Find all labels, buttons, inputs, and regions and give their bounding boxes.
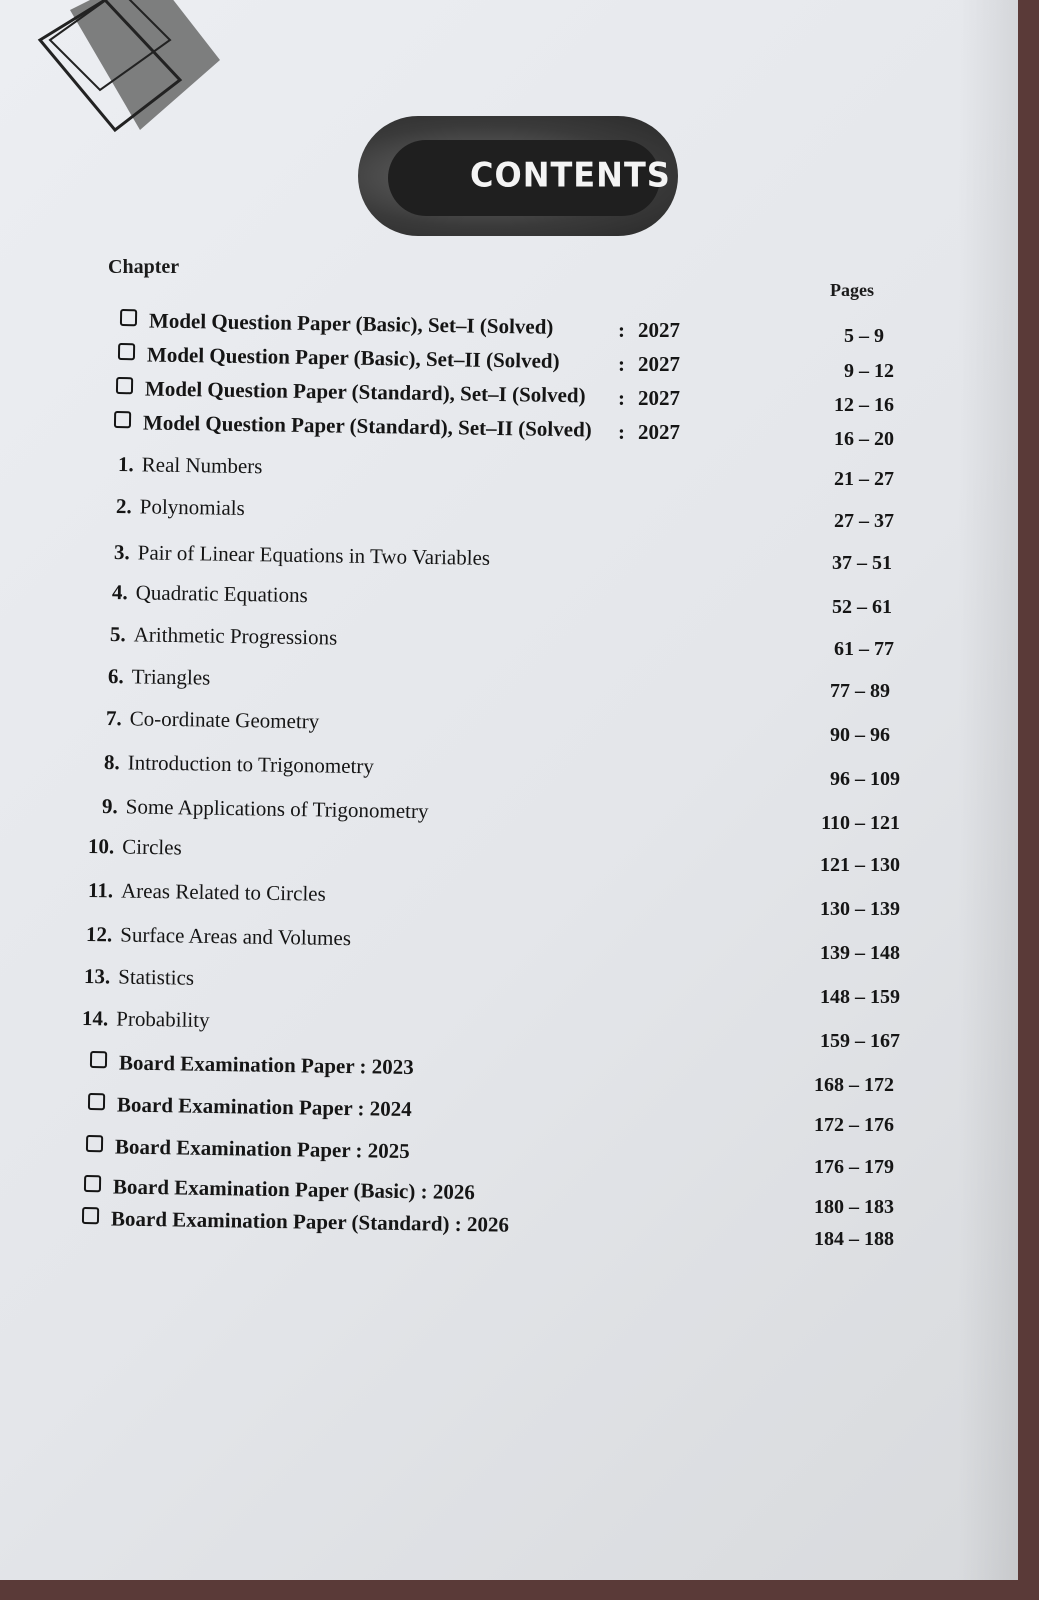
pages-column-label: Pages <box>830 280 874 300</box>
checkbox-icon <box>114 411 131 428</box>
page-title: CONTENTS <box>470 155 671 195</box>
board-paper-title: Board Examination Paper : 2025 <box>114 1134 410 1164</box>
page-range: 172 – 176 <box>814 1114 894 1136</box>
show-through-text <box>170 140 181 185</box>
page-range: 139 – 148 <box>820 942 900 964</box>
page-range: 148 – 159 <box>820 986 900 1008</box>
chapter-number: 1. <box>117 452 134 477</box>
chapter-row <box>84 964 194 991</box>
chapter-title: Circles <box>122 834 182 860</box>
checkbox-icon <box>82 1207 99 1224</box>
checkbox-icon <box>120 309 137 326</box>
model-paper-title: Model Question Paper (Standard), Set–II (Solved) <box>142 410 592 442</box>
page-range: 96 – 109 <box>830 768 900 790</box>
chapter-number: 8. <box>103 750 120 775</box>
page-range: 61 – 77 <box>834 638 894 660</box>
board-paper-title: Board Examination Paper (Basic) : 2026 <box>112 1174 476 1205</box>
chapter-number: 11. <box>87 878 114 903</box>
page-range: 27 – 37 <box>834 510 894 532</box>
chapter-row <box>104 750 374 779</box>
model-paper-title: Model Question Paper (Basic), Set–I (Solved) <box>148 308 554 339</box>
chapter-column-label: Chapter <box>108 256 180 278</box>
board-paper-title: Board Examination Paper : 2023 <box>118 1050 414 1080</box>
checkbox-icon <box>90 1051 107 1068</box>
model-paper-year: 2027 <box>638 318 680 342</box>
chapter-title: Surface Areas and Volumes <box>120 922 352 951</box>
chapter-number: 5. <box>109 622 126 647</box>
chapter-row <box>106 706 320 734</box>
chapter-title: Quadratic Equations <box>135 580 308 608</box>
chapter-title: Statistics <box>118 964 195 990</box>
checkbox-icon <box>118 343 135 360</box>
model-paper-separator: : <box>618 352 625 376</box>
chapter-row <box>118 452 263 479</box>
corner-decoration <box>30 0 220 170</box>
chapter-number: 3. <box>113 540 130 565</box>
model-paper-separator: : <box>618 318 625 342</box>
chapter-row <box>86 922 351 951</box>
chapter-title: Real Numbers <box>141 452 263 479</box>
chapter-row <box>102 794 429 824</box>
model-paper-separator: : <box>618 420 625 444</box>
model-paper-row <box>118 342 560 374</box>
chapter-number: 10. <box>87 834 115 859</box>
model-paper-row <box>120 308 554 340</box>
model-paper-separator: : <box>618 386 625 410</box>
chapter-number: 6. <box>107 664 124 689</box>
chapter-title: Polynomials <box>139 494 245 521</box>
page-range: 159 – 167 <box>820 1030 900 1052</box>
page-range: 176 – 179 <box>814 1156 894 1178</box>
model-paper-row <box>114 410 592 443</box>
page-range: 12 – 16 <box>834 394 894 416</box>
chapter-title: Co-ordinate Geometry <box>129 706 320 734</box>
chapter-number: 12. <box>85 922 113 947</box>
chapter-row <box>116 494 245 521</box>
chapter-row <box>88 834 182 860</box>
chapter-title: Pair of Linear Equations in Two Variables <box>137 540 491 570</box>
page-range: 168 – 172 <box>814 1074 894 1096</box>
page-range: 184 – 188 <box>814 1228 894 1250</box>
chapter-title: Some Applications of Trigonometry <box>125 794 429 824</box>
model-paper-year: 2027 <box>638 352 680 376</box>
chapter-number: 4. <box>111 580 128 605</box>
checkbox-icon <box>116 377 133 394</box>
page-range: 52 – 61 <box>832 596 892 618</box>
model-paper-year: 2027 <box>638 420 680 444</box>
board-paper-row <box>82 1206 509 1238</box>
chapter-number: 9. <box>101 794 118 819</box>
page-range: 121 – 130 <box>820 854 900 876</box>
checkbox-icon <box>88 1093 105 1110</box>
chapter-row <box>108 664 211 691</box>
model-paper-row <box>116 376 586 408</box>
page-range: 5 – 9 <box>844 325 884 347</box>
checkbox-icon <box>84 1175 101 1192</box>
board-paper-row <box>88 1092 412 1122</box>
chapter-number: 13. <box>83 964 111 989</box>
chapter-number: 7. <box>105 706 122 731</box>
chapter-title: Arithmetic Progressions <box>133 622 338 650</box>
page-range: 180 – 183 <box>814 1196 894 1218</box>
chapter-row <box>112 580 308 608</box>
chapter-title: Introduction to Trigonometry <box>127 750 375 779</box>
chapter-title: Triangles <box>131 664 211 690</box>
board-paper-row <box>84 1174 475 1205</box>
chapter-title: Areas Related to Circles <box>120 878 326 906</box>
chapter-number: 2. <box>115 494 132 519</box>
chapter-row <box>114 540 490 571</box>
page-edge-shadow <box>958 0 1018 1580</box>
page-range: 130 – 139 <box>820 898 900 920</box>
chapter-number: 14. <box>81 1006 109 1031</box>
board-paper-title: Board Examination Paper : 2024 <box>116 1092 412 1122</box>
board-paper-title: Board Examination Paper (Standard) : 2026 <box>110 1206 510 1237</box>
page-range: 90 – 96 <box>830 724 890 746</box>
page-range: 21 – 27 <box>834 468 894 490</box>
chapter-row <box>88 878 326 907</box>
model-paper-title: Model Question Paper (Standard), Set–I (Solved) <box>144 376 586 408</box>
page-range: 110 – 121 <box>821 812 900 834</box>
board-paper-row <box>86 1134 410 1164</box>
chapter-row <box>82 1006 210 1033</box>
checkbox-icon <box>86 1135 103 1152</box>
model-paper-year: 2027 <box>638 386 680 410</box>
page-range: 16 – 20 <box>834 428 894 450</box>
board-paper-row <box>90 1050 414 1080</box>
model-paper-title: Model Question Paper (Basic), Set–II (Solved) <box>146 342 560 373</box>
chapter-title: Probability <box>116 1006 210 1033</box>
chapter-row <box>110 622 338 651</box>
page-range: 77 – 89 <box>830 680 890 702</box>
page-range: 37 – 51 <box>832 552 892 574</box>
page-range: 9 – 12 <box>844 360 894 382</box>
